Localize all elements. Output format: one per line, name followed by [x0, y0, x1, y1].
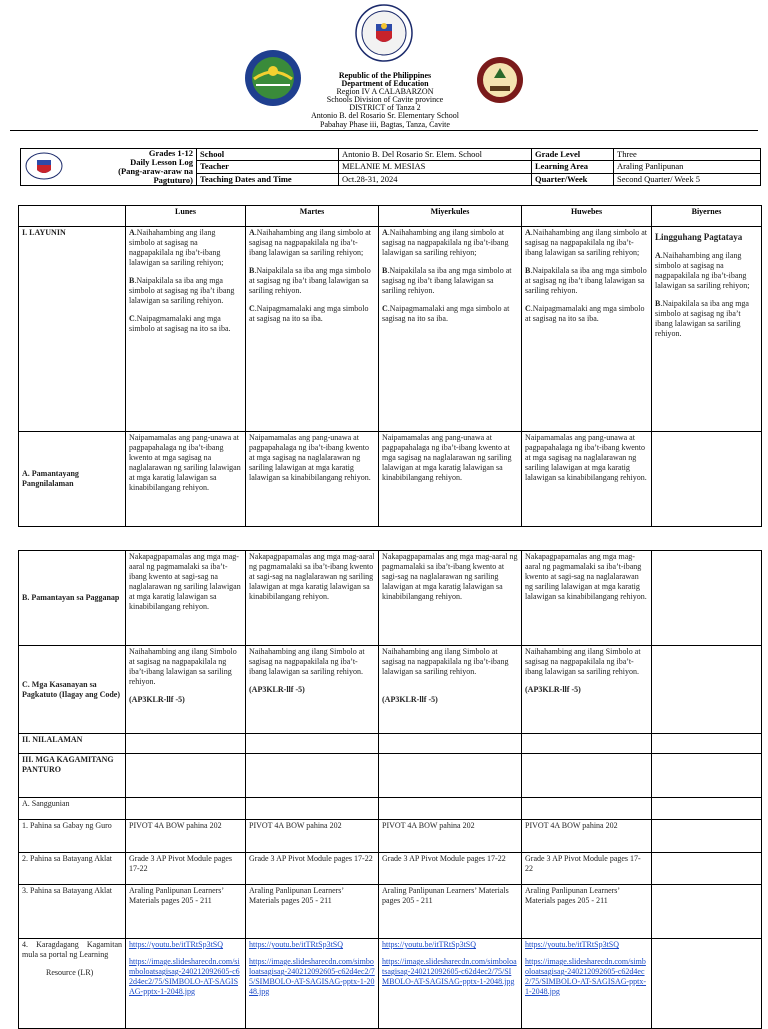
dll-title-line: (Pang-araw-araw na [118, 166, 193, 176]
school-value: Antonio B. Del Rosario Sr. Elem. School [339, 149, 532, 161]
header-divider [10, 130, 758, 131]
kasanayan-miyerkules: Naihahambing ang ilang Simbolo at sagisag na nagpapakilala ng iba’t-ibang lalawigan sa sariling rehiyon. (AP3KLR-llf -5) [379, 646, 522, 734]
karagdagang-huwebes [522, 939, 652, 1029]
pamantayang-huwebes: Naipamamalas ang pang-unawa at pagpapahalaga ng iba’t-ibang kwento at mga sagisag na naglalarawan ng sariling lalawigan at mga karatig lalawigan sa kinabibilangang rehiyon. [522, 432, 652, 527]
video-link[interactable]: https://youtu.be/itTRtSp3tSQ [249, 940, 344, 949]
gabay-miyerkules: PIVOT 4A BOW pahina 202 [379, 820, 522, 853]
kasanayan-lunes: Naihahambing ang ilang Simbolo at sagisag na nagpapakilala ng iba’t-ibang lalawigan sa sariling rehiyon. (AP3KLR-llf -5) [126, 646, 246, 734]
teacher-label: Teacher [197, 161, 339, 173]
karagdagang-lunes [126, 939, 246, 1029]
pagtataya-title: Lingguhang Pagtataya [655, 232, 743, 242]
grade-label: Grade Level [532, 149, 614, 161]
image-link[interactable]: https://image.slidesharecdn.com/simboloatsagisag-240212092605-c62d4ec2/75/SIMBOLO-AT-SAGISAG-pptx-1-2048.jpg [129, 957, 240, 996]
dll-title-cell [21, 149, 197, 186]
dll-info-table [20, 148, 761, 186]
image-link[interactable]: https://image.slidesharecdn.com/simboloatsagisag-240212092605-c62d4ec2/75/SIMBOLO-AT-SAGISAG-pptx-1-2048.jpg [249, 957, 375, 996]
kasanayan-label: C. Mga Kasanayan sa Pagkatuto (Ilagay ang Code) [19, 646, 126, 734]
dll-title-line: Grades 1-12 [148, 148, 193, 158]
gabay-lunes: PIVOT 4A BOW pahina 202 [126, 820, 246, 853]
batayang1-miyerkules: Grade 3 AP Pivot Module pages 17-22 [379, 853, 522, 885]
kasanayan-row [19, 646, 762, 734]
pamantayang-label: A. Pamantayang Pangnilalaman [19, 432, 126, 527]
pamantayang-row [19, 432, 762, 527]
header-address: Pabahay Phase iii, Bagtas, Tanza, Cavite [320, 120, 450, 129]
corner-cell [19, 206, 126, 227]
pagganap-label: B. Pamantayan sa Pagganap [19, 551, 126, 646]
batayang2-huwebes: Araling Panlipunan Learners’ Materials pages 205 - 211 [522, 885, 652, 939]
area-value: Araling Panlipunan [614, 161, 761, 173]
kasanayan-huwebes: Naihahambing ang ilang Simbolo at sagisag na nagpapakilala ng iba’t-ibang lalawigan sa sariling rehiyon. (AP3KLR-llf -5) [522, 646, 652, 734]
pamantayang-martes: Naipamamalas ang pang-unawa at pagpapahalaga ng iba’t-ibang kwento at mga sagisag na naglalarawan ng sariling lalawigan at mga karatig lalawigan sa kinabibilangang rehiyon. [246, 432, 379, 527]
pagganap-lunes: Nakapagpapamalas ang mga mag-aaral ng pagmamalaki sa iba’t-ibang kwento at sagi-sag na naglalarawan ng sariling lalawigan at mga karatig lalawigan sa kinabibilangang rehiyon. [126, 551, 246, 646]
image-link[interactable]: https://image.slidesharecdn.com/simboloatsagisag-240212092605-c62d4ec2/75/SIMBOLO-AT-SAGISAG-pptx-1-2048.jpg [382, 957, 517, 986]
nilalaman-row [19, 734, 762, 754]
gabay-label: 1. Pahina sa Gabay ng Guro [19, 820, 126, 853]
header-district: DISTRICT of Tanza 2 [349, 103, 421, 112]
pamantayang-lunes: Naipamamalas ang pang-unawa at pagpapahalaga ng iba’t-ibang kwento at mga sagisag na naglalarawan ng sariling lalawigan at mga karatig lalawigan sa kinabibilangang rehiyon. [126, 432, 246, 527]
day-huwebes: Huwebes [522, 206, 652, 227]
dates-label: Teaching Dates and Time [197, 173, 339, 185]
pagganap-biyernes [652, 551, 762, 646]
karagdagang-label: 4. Karagdagang Kagamitan mula sa portal ng Learning Resource (LR) [19, 939, 126, 1029]
layunin-lunes: A.Naihahambing ang ilang simbolo at sagisag na nagpapakilala ng iba’t-ibang lalawigan sa sariling rehiyon; B.Naipakilala sa iba ang mga simbolo at sagisag ng iba’t ibang lalawigan sa sariling rehiyon. C.Naipagmamalaki ang mga simbolo at sagisag na ito sa iba. [126, 227, 246, 432]
batayang1-huwebes: Grade 3 AP Pivot Module pages 17-22 [522, 853, 652, 885]
layunin-biyernes: Lingguhang Pagtataya A.Naihahambing ang ilang simbolo at sagisag na nagpapakilala ng iba’t-ibang lalawigan sa sariling rehiyon; B.Naipakilala sa iba ang mga simbolo at sagisag ng iba’t ibang lalawigan sa sariling rehiyon. [652, 227, 762, 432]
batayang2-martes: Araling Panlipunan Learners’ Materials pages 205 - 211 [246, 885, 379, 939]
pagganap-martes: Nakapagpapamalas ang mga mag-aaral ng pagmamalaki sa iba’t-ibang kwento at sagi-sag na naglalarawan ng sariling lalawigan at mga karatig lalawigan sa kinabibilangang rehiyon. [246, 551, 379, 646]
layunin-huwebes: A.Naihahambing ang ilang simbolo at sagisag na nagpapakilala ng iba’t-ibang lalawigan sa sariling rehiyon; B.Naipakilala sa iba ang mga simbolo at sagisag ng iba’t ibang lalawigan sa sariling rehiyon. C.Naipagmamalaki ang mga simbolo at sagisag na ito sa iba. [522, 227, 652, 432]
kasanayan-biyernes [652, 646, 762, 734]
day-header-row [19, 206, 762, 227]
day-miyerkules: Miyerkules [379, 206, 522, 227]
day-biyernes: Biyernes [652, 206, 762, 227]
lesson-grid-part1 [18, 205, 762, 527]
kasanayan-martes: Naihahambing ang ilang Simbolo at sagisag na nagpapakilala ng iba’t-ibang lalawigan sa sariling rehiyon. (AP3KLR-llf -5) [246, 646, 379, 734]
header-school-name: Antonio B. del Rosario Sr. Elementary School [311, 111, 459, 120]
batayang1-label: 2. Pahina sa Batayang Aklat [19, 853, 126, 885]
video-link[interactable]: https://youtu.be/itTRtSp3tSQ [382, 940, 477, 949]
batayang2-label: 3. Pahina sa Batayang Aklat [19, 885, 126, 939]
header-division: Schools Division of Cavite province [326, 95, 444, 104]
pagganap-miyerkules: Nakapagpapamalas ang mga mag-aaral ng pagmamalaki sa iba’t-ibang kwento at sagi-sag na naglalarawan ng sariling lalawigan at mga karatig lalawigan sa kinabibilangang rehiyon. [379, 551, 522, 646]
layunin-row [19, 227, 762, 432]
header-region: Region IV A CALABARZON [336, 87, 434, 96]
pagganap-row [19, 551, 762, 646]
sanggunian-row [19, 798, 762, 820]
area-label: Learning Area [532, 161, 614, 173]
dates-value: Oct.28-31, 2024 [339, 173, 532, 185]
gabay-row [19, 820, 762, 853]
nilalaman-label: II. NILALAMAN [19, 734, 126, 754]
batayang1-row [19, 853, 762, 885]
video-link[interactable]: https://youtu.be/itTRtSp3tSQ [129, 940, 224, 949]
day-martes: Martes [246, 206, 379, 227]
day-lunes: Lunes [126, 206, 246, 227]
batayang2-miyerkules: Araling Panlipunan Learners’ Materials pages 205 - 211 [379, 885, 522, 939]
batayang1-martes: Grade 3 AP Pivot Module pages 17-22 [246, 853, 379, 885]
school-label: School [197, 149, 339, 161]
kagamitan-row [19, 754, 762, 798]
gabay-martes: PIVOT 4A BOW pahina 202 [246, 820, 379, 853]
pamantayang-miyerkules: Naipamamalas ang pang-unawa at pagpapahalaga ng iba’t-ibang kwento at mga sagisag na naglalarawan ng sariling lalawigan at mga karatig lalawigan sa kinabibilangang rehiyon. [379, 432, 522, 527]
grade-value: Three [614, 149, 761, 161]
layunin-martes: A.Naihahambing ang ilang simbolo at sagisag na nagpapakilala ng iba’t-ibang lalawigan sa sariling rehiyon; B.Naipakilala sa iba ang mga simbolo at sagisag ng iba’t ibang lalawigan sa sariling rehiyon. C.Naipagmamalaki ang mga simbolo at sagisag na ito sa iba. [246, 227, 379, 432]
deped-seal-icon [355, 4, 413, 62]
dll-title-line: Pagtuturo) [153, 175, 193, 185]
sanggunian-label: A. Sanggunian [19, 798, 126, 820]
layunin-miyerkules: A.Naihahambing ang ilang simbolo at sagisag na nagpapakilala ng iba’t-ibang lalawigan sa sariling rehiyon; B.Naipakilala sa iba ang mga simbolo at sagisag ng iba’t ibang lalawigan sa sariling rehiyon. C.Naipagmamalaki ang mga simbolo at sagisag na ito sa iba. [379, 227, 522, 432]
quarter-label: Quarter/Week [532, 173, 614, 185]
pamantayang-biyernes [652, 432, 762, 527]
batayang2-row [19, 885, 762, 939]
karagdagang-martes [246, 939, 379, 1029]
dll-title-line: Daily Lesson Log [130, 157, 193, 167]
image-link[interactable]: https://image.slidesharecdn.com/simboloatsagisag-240212092605-c62d4ec2/75/SIMBOLO-AT-SAGISAG-pptx-1-2048.jpg [525, 957, 647, 996]
video-link[interactable]: https://youtu.be/itTRtSp3tSQ [525, 940, 620, 949]
pagganap-huwebes: Nakapagpapamalas ang mga mag-aaral ng pagmamalaki sa iba’t-ibang kwento at sagi-sag na naglalarawan ng sariling lalawigan at mga karatig lalawigan sa kinabibilangang rehiyon. [522, 551, 652, 646]
header-department: Department of Education [341, 79, 429, 88]
kagamitan-label: III. MGA KAGAMITANG PANTURO [19, 754, 126, 798]
lesson-grid-part2 [18, 550, 762, 1029]
gabay-huwebes: PIVOT 4A BOW pahina 202 [522, 820, 652, 853]
karagdagang-miyerkules [379, 939, 522, 1029]
deped-logo-icon [25, 152, 63, 182]
quarter-value: Second Quarter/ Week 5 [614, 173, 761, 185]
layunin-label: I. LAYUNIN [19, 227, 126, 432]
header-republic: Republic of the Philippines [338, 71, 432, 80]
batayang2-lunes: Araling Panlipunan Learners’ Materials pages 205 - 211 [126, 885, 246, 939]
karagdagang-row [19, 939, 762, 1029]
teacher-value: MELANIE M. MESIAS [339, 161, 532, 173]
batayang1-lunes: Grade 3 AP Pivot Module pages 17-22 [126, 853, 246, 885]
